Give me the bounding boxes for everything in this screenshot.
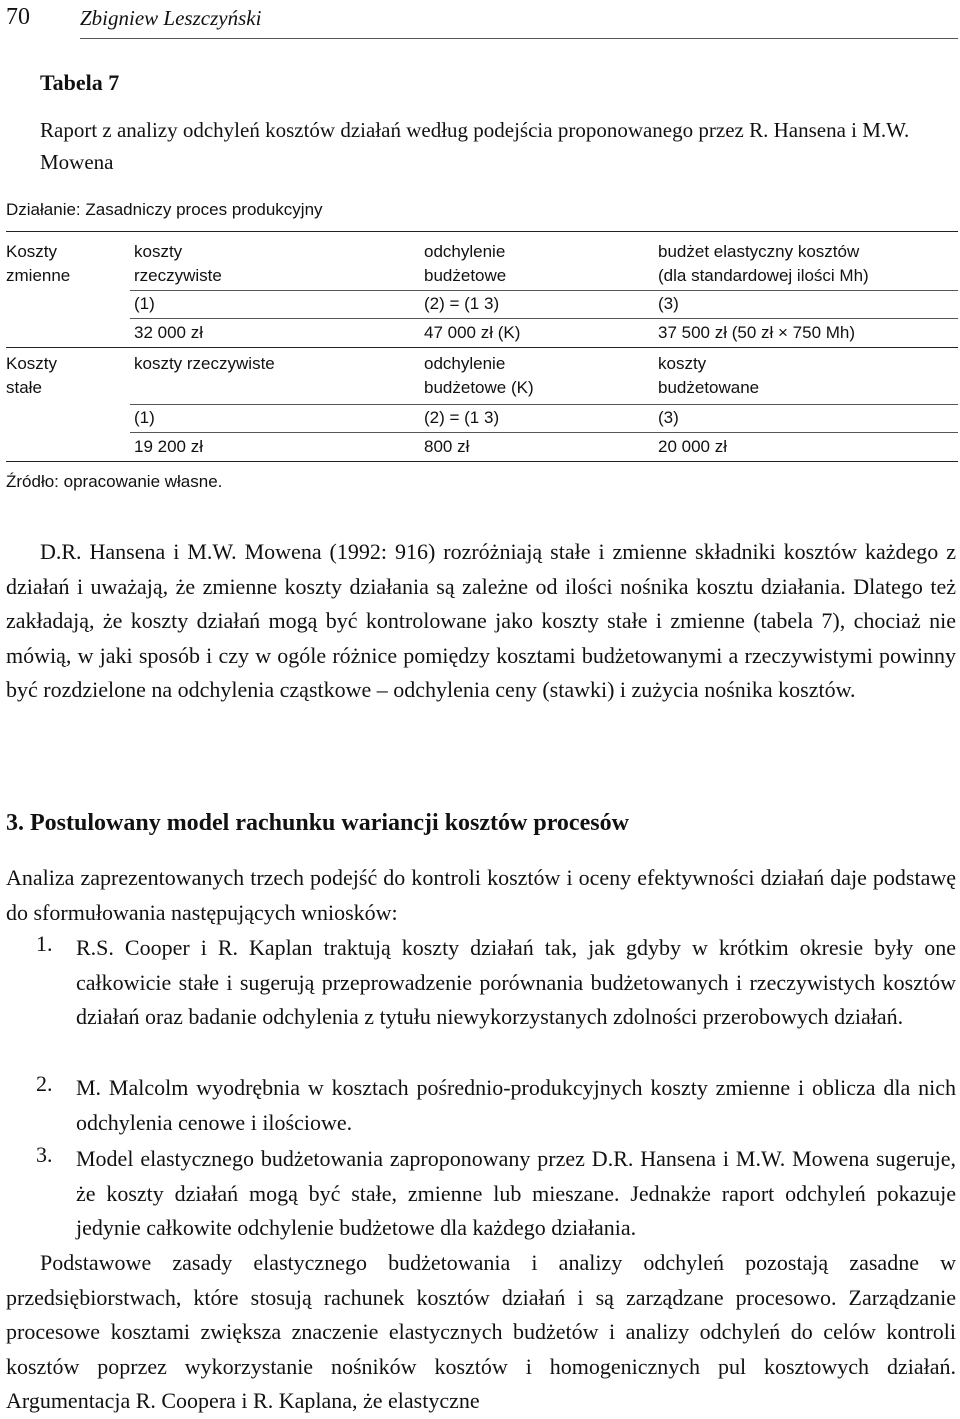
intro-paragraph: Analiza zaprezentowanych trzech podejść do kontroli kosztów i oceny efektywności działań daje podstawę do sformułowania następujących wniosków: [6,865,956,925]
section-divider [6,347,958,348]
body-paragraph: Podstawowe zasady elastycznego budżetowania i analizy odchyleń pozostają zasadne w przedsiębiorstwach, które stosują rachunek kosztów działań i są zarządzane procesowo. Zarządzanie procesowe kosztami zwiększa znaczenie elastycznych budżetów i analizy odchyleń do celów kontroli kosztów poprzez wykorzystanie nośników kosztów i homogenicznych pul kosztowych działań. Argumentacja R. Coopera i R. Kaplana, że elastyczne [6,1250,956,1413]
value-cell: 47 000 zł (K) [424,323,521,342]
value-cell: 37 500 zł (50 zł × 750 Mh) [658,323,856,342]
page-number: 70 [6,4,30,30]
value-cell: 800 zł [424,437,470,456]
header-actual-costs: koszty rzeczywiste [134,242,222,285]
formula-cell: (1) [134,294,155,313]
table-label: Tabela 7 [40,70,120,95]
formula-cell: (3) [658,294,679,313]
list-item: M. Malcolm wyodrębnia w kosztach pośrednio-produkcyjnych koszty zmienne i oblicza dla nich odchylenia cenowe i ilościowe. [76,1075,956,1135]
list-item: R.S. Cooper i R. Kaplan traktują koszty działań tak, jak gdyby w krótkim okresie były one całkowicie stałe i sugerują przeprowadzenie porównania budżetowanych i rzeczywistych kosztów działań oraz badanie odchylenia z tytułu niewykorzystanych zdolności przerobowych działań. [76,935,956,1029]
header-budget-variance: odchylenie budżetowe (K) [424,354,534,397]
list-number: 1. [36,931,53,956]
value-cell: 20 000 zł [658,437,727,456]
page-header [0,0,960,40]
row-divider [130,318,958,319]
body-paragraph: D.R. Hansena i M.W. Mowena (1992: 916) rozróżniają stałe i zmienne składniki kosztów każdego z działań i uważają, że zmienne koszty działania są zależne od ilości nośnika kosztu działania. Dlatego też zakładają, że koszty działań mogą być kontrolowane jako koszty stałe i zmienne (tabela 7), chociaż nie mówią, w jaki sposób i czy w ogóle różnice pomiędzy kosztami budżetowanymi a rzeczywistymi powinny być rozdzielone na odchylenia cząstkowe – odchylenia ceny (stawki) i zużycia nośnika kosztów. [6,539,956,702]
header-budget-variance: odchylenie budżetowe [424,242,507,285]
list-item: Model elastycznego budżetowania zaproponowany przez D.R. Hansena i M.W. Mowena sugeruje, że koszty działań mogą być stałe, zmienne lub mieszane. Jednakże raport odchyleń pokazuje jedynie całkowite odchylenie budżetowe dla każdego działania. [76,1146,956,1240]
table-caption: Raport z analizy odchyleń kosztów działań według podejścia proponowanego przez R. Hansena i M.W. Mowena [40,118,910,174]
list-number: 2. [36,1071,53,1096]
table-source: Źródło: opracowanie własne. [6,472,223,491]
running-head: Zbigniew Leszczyński [80,6,262,30]
row-divider [130,432,958,433]
row-divider [130,404,958,405]
formula-cell: (1) [134,408,155,427]
header-budgeted-costs: koszty budżetowane [658,354,760,397]
value-cell: 19 200 zł [134,437,203,456]
table-bottom-rule [6,461,958,462]
section-heading: 3. Postulowany model rachunku wariancji kosztów procesów [6,810,629,836]
formula-cell: (3) [658,408,679,427]
value-cell: 32 000 zł [134,323,203,342]
list-number: 3. [36,1142,53,1167]
row-divider [130,290,958,291]
table-top-rule [6,231,958,232]
row-label-variable: Koszty zmienne [6,242,71,285]
table-activity: Działanie: Zasadniczy proces produkcyjny [6,200,323,219]
formula-cell: (2) = (1 3) [424,408,500,427]
header-actual-costs: koszty rzeczywiste [134,354,275,373]
header-rule [80,38,958,39]
row-label-fixed: Koszty stałe [6,354,58,397]
header-flexible-budget: budżet elastyczny kosztów (dla standardowej ilości Mh) [658,242,869,285]
formula-cell: (2) = (1 3) [424,294,500,313]
